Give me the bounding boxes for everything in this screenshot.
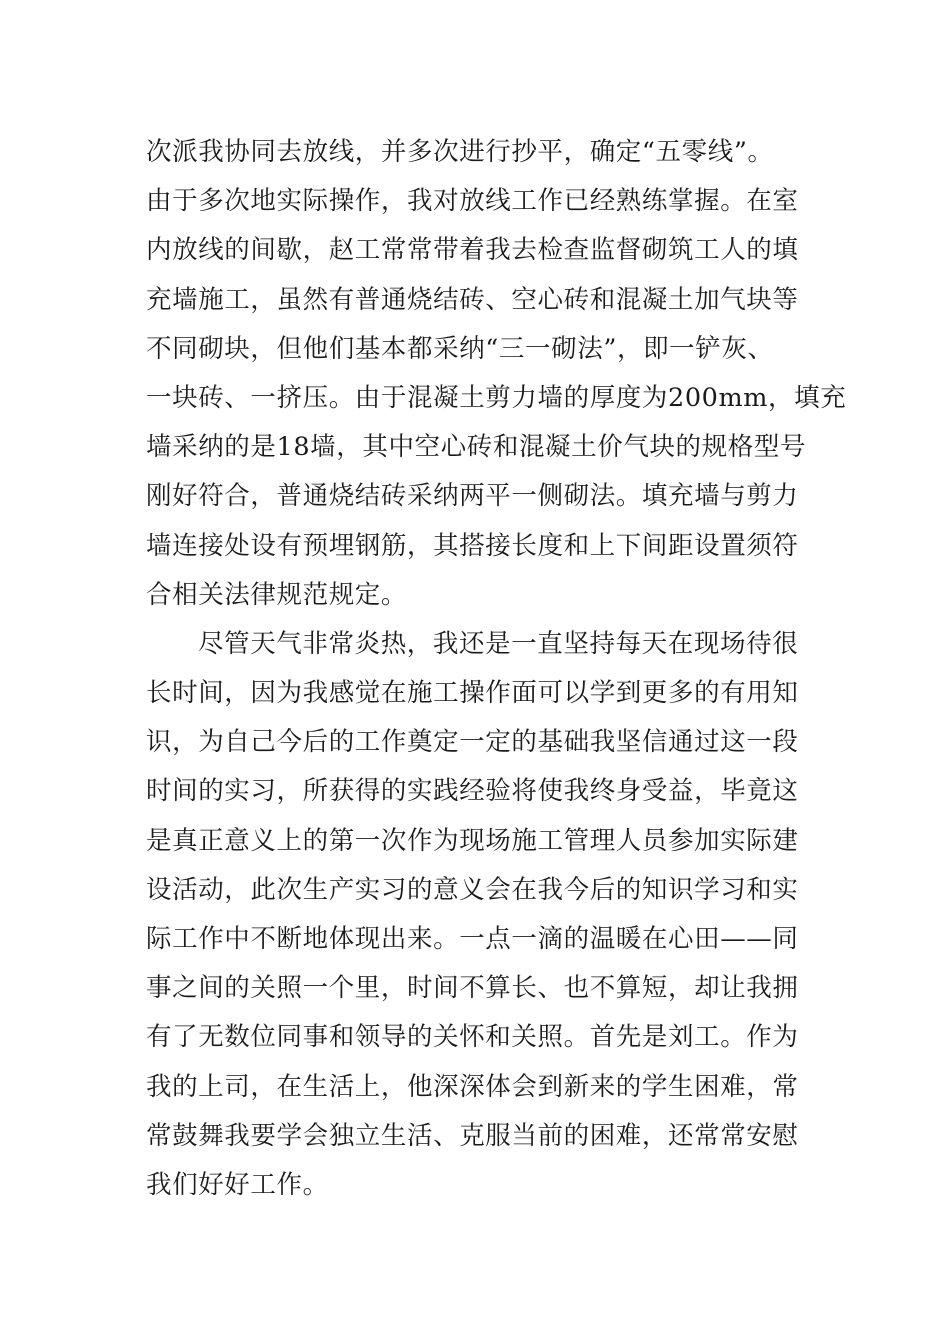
text-line: 由于多次地实际操作，我对放线工作已经熟练掌握。在室 bbox=[146, 186, 799, 217]
text-line: 我的上司，在生活上，他深深体会到新来的学生困难，常 bbox=[146, 1071, 799, 1102]
text-line: 识，为自己今后的工作奠定一定的基础我坚信通过这一段 bbox=[146, 727, 799, 758]
text-line: 我们好好工作。 bbox=[146, 1169, 329, 1200]
paragraph-2 bbox=[146, 620, 808, 1210]
text-line: 设活动，此次生产实习的意义会在我今后的知识学习和实 bbox=[146, 874, 799, 905]
text-line: 合相关法律规范规定。 bbox=[146, 579, 408, 610]
text-line: 尽管天气非常炎热，我还是一直坚持每天在现场待很 bbox=[198, 628, 799, 659]
text-line: 墙连接处设有预埋钢筋，其搭接长度和上下间距设置须符 bbox=[146, 530, 799, 561]
text-line: 常鼓舞我要学会独立生活、克服当前的困难，还常常安慰 bbox=[146, 1120, 799, 1151]
document-body bbox=[146, 128, 847, 1210]
paragraph-1 bbox=[146, 128, 847, 620]
text-line: 墙采纳的是18墙，其中空心砖和混凝土价气块的规格型号 bbox=[146, 432, 807, 463]
text-line: 刚好符合，普通烧结砖采纳两平一侧砌法。填充墙与剪力 bbox=[146, 481, 799, 512]
text-line: 际工作中不断地体现出来。一点一滴的温暖在心田——同 bbox=[146, 924, 799, 954]
text-line: 时间的实习，所获得的实践经验将使我终身受益，毕竟这 bbox=[146, 776, 799, 807]
text-line: 是真正意义上的第一次作为现场施工管理人员参加实际建 bbox=[146, 825, 799, 856]
text-line: 充墙施工，虽然有普通烧结砖、空心砖和混凝土加气块等 bbox=[146, 284, 799, 315]
text-line: 一块砖、一挤压。由于混凝土剪力墙的厚度为200mm，填充 bbox=[146, 382, 847, 413]
text-line: 次派我协同去放线，并多次进行抄平，确定“五零线”。 bbox=[146, 137, 774, 167]
text-line: 不同砌块，但他们基本都采纳“三一砌法”，即一铲灰、 bbox=[146, 333, 774, 364]
text-line: 内放线的间歇，赵工常常带着我去检查监督砌筑工人的填 bbox=[146, 235, 799, 266]
text-line: 长时间，因为我感觉在施工操作面可以学到更多的有用知 bbox=[146, 678, 799, 709]
text-line: 事之间的关照一个里，时间不算长、也不算短，却让我拥 bbox=[146, 973, 799, 1004]
text-line: 有了无数位同事和领导的关怀和关照。首先是刘工。作为 bbox=[146, 1022, 799, 1053]
